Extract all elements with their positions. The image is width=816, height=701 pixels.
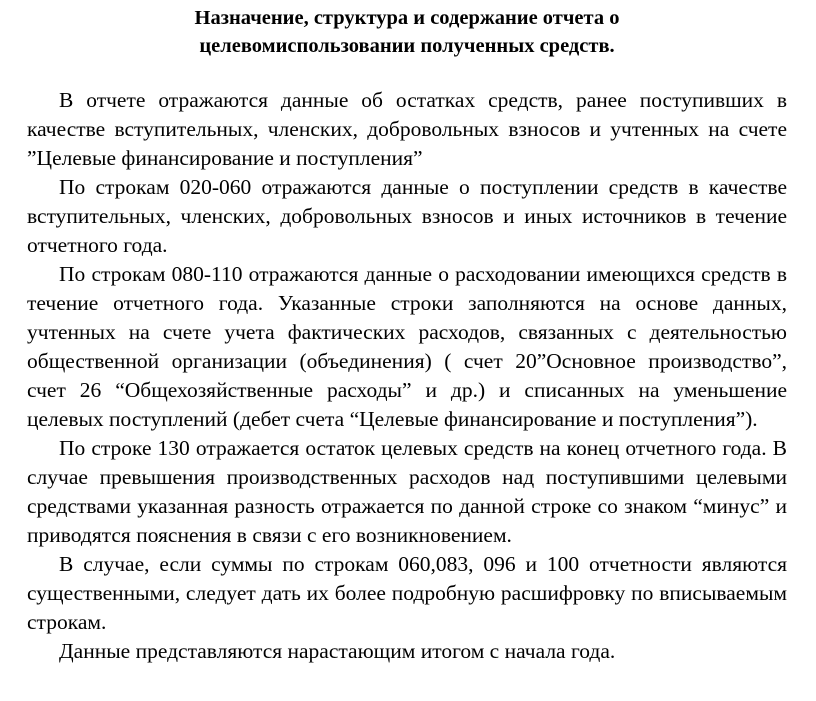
title-line-2: целевомиспользовании полученных средств. [199,35,615,57]
document-page [27,0,787,666]
document-body [27,86,787,666]
paragraph-significant-amounts: В случае, если суммы по строкам 060,083, 096 и 100 отчетности являются существенными, следует дать их более подробную расшифровку по вписываемым строкам. [27,552,787,634]
title-line-1: Назначение, структура и содержание отчета о [194,7,620,29]
paragraph-opening-balances: В отчете отражаются данные об остатках средств, ранее поступивших в качестве вступительных, членских, добровольных взносов и учтенных на счете ”Целевые финансирование и поступления” [27,88,787,170]
paragraph-cumulative-total: Данные представляются нарастающим итогом с начала года. [59,639,616,663]
document-title [27,4,787,60]
paragraph-line-130: По строке 130 отражается остаток целевых средств на конец отчетного года. В случае превышения производственных расходов над поступившими целевыми средствами указанная разность отражается по данной строке со знаком “минус” и приводятся пояснения в связи с его возникновением. [27,436,787,547]
paragraph-lines-020-060: По строкам 020-060 отражаются данные о поступлении средств в качестве вступительных, членских, добровольных взносов и иных источников в течение отчетного года. [27,175,787,257]
paragraph-lines-080-110: По строкам 080-110 отражаются данные о расходовании имеющихся средств в течение отчетного года. Указанные строки заполняются на основе данных, учтенных на счете учета фактических расходов, связанных с деятельностью общественной организации (объединения) ( счет 20”Основное производство”, счет 26 “Общехозяйственные расходы” и др.) и списанных на уменьшение целевых поступлений (дебет счета “Целевые финансирование и поступления”). [27,262,787,431]
